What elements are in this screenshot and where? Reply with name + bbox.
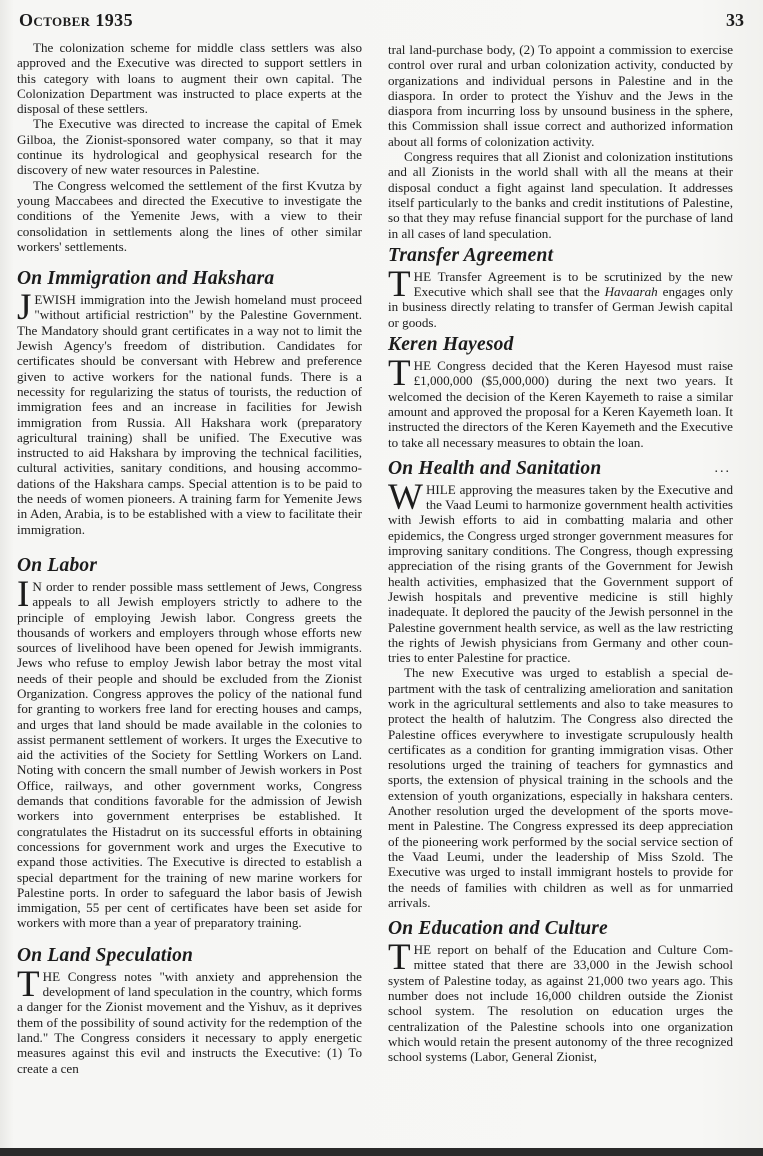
- education-text: HE report on behalf of the Education and Culture Committee stated that there are 33,000 in the Jewish school system of Palestine today, as against 21,000 two years ago. This number does not include 16,000 children outside the Zionist school system. The resolution on education urges the centralization of the Palestine schools into one organization which would retain the present autonomy of the three recognized school systems (Labor, General Zionist,: [388, 942, 733, 1065]
- dropcap-i: I: [17, 573, 30, 615]
- immigration-text: EWISH immigration into the Jewish homeland must proceed "without artificial restriction" by the Palestine Government. The Mandatory should grant certificates in a way not to limit the Jewish Agency's freedom of distribution. Candidates for certificates should be conversant with Hebrew and preference given to active workers for the national funds. There is a necessity for regularizing the status of tourists, the reduction of immigration fees and an increase in facilities for Jewish immigration from Russia. All Hakshara work (preparatory agricultural training) shall be unified. The Executive was instructed to aid Hakshara by improving the technical facilities, cultural activities, sanitary conditions, and housing accommodations of the Hakshara camps. Special attention is to be paid to the needs of women pioneers. A training farm for Yemenite Jews in Aden, Arabia, is to be established with a view to facilitate their immigration.: [17, 292, 362, 537]
- section-labor-body: [17, 573, 362, 931]
- heading-transfer-agreement: Transfer Agreement: [388, 244, 554, 266]
- havaarah-term: Havaarah: [604, 284, 658, 300]
- paragraph-colonization-scheme: The colonization scheme for middle class settlers was also approved and the Executive was directed to support settlers in this category with loans to augment their own capital. The Colonization Department was instructed to place experts at the disposal of these settlers.: [17, 40, 362, 117]
- dropcap-t: T: [388, 937, 411, 979]
- keren-hayesod-text: HE Congress decided that the Keren Hayesod must raise £1,000,000 ($5,000,000) during the next two years. It welcomed the decision of the Keren Kayemeth to raise a similar amount and approved the proposal for a Keren Kayemeth loan. It instructed the directors of the Keren Kayemeth and the Executive to take all necessary measures to obtain the loan.: [388, 358, 733, 450]
- running-header: [19, 10, 744, 34]
- paragraph-health-continued: The new Executive was urged to establish a special department with the task of centralizing amelioration and sanitation work in the agricultural settlements and also to take measures to protect the health of halutzim. The Congress also directed the Palestine offices everywhere to investigate scrupulously health certificates as a condition for granting immigration visas. Other resolutions urged the training of teachers for gymnastics and sports, the extension of physical training in the schools and the extension of youth organizations, especially in hakshara centers. Another resolution urged the development of the sports movement in Palestine. The Congress expressed its deep appreciation of the pioneering work performed by the social service section of the Vaad Leumi, under the leadership of Miss Szold. The Executive was urged to install immigrant hostels to provide for the needs of families with children as well as for unmarried arrivals.: [388, 665, 733, 910]
- left-column: [17, 40, 362, 1076]
- dropcap-t: T: [388, 263, 411, 305]
- heading-keren-hayesod: Keren Hayesod: [388, 334, 514, 356]
- heading-immigration: On Immigration and Hakshara: [17, 268, 275, 290]
- heading-health-sanitation: [388, 458, 733, 480]
- scan-edge: [0, 1148, 763, 1156]
- section-land-speculation-body: [17, 963, 362, 1076]
- section-health-body: [388, 476, 733, 666]
- dropcap-t: T: [17, 963, 40, 1005]
- section-education-body: [388, 937, 733, 1065]
- running-title: October 1935: [19, 10, 133, 30]
- dropcap-w: W: [388, 476, 423, 518]
- heading-education-culture: On Education and Culture: [388, 918, 608, 940]
- right-column: [388, 42, 733, 1065]
- heading-labor: On Labor: [17, 554, 98, 576]
- transfer-text-end: engages only in business directly relating to transfer of German Jewish capital or goods.: [388, 284, 734, 330]
- ellipsis-marker: ...: [714, 460, 731, 476]
- paragraph-land-purchase-continued: tral land-purchase body, (2) To appoint a commission to exercise control over rural and urban colonization activity, conducted by organizations and individual persons in Palestine and in the diaspora. In order to protect the Yishuv and the Jews in the diaspora from incurring loss by unsound business in the sphere, this Commission shall issue correct and authorized information about all forms of colonization activity.: [388, 42, 733, 149]
- transfer-text: HE Transfer Agreement is to be scrutinized by the new Executive which shall see that the: [413, 268, 733, 300]
- paragraph-kvutza: The Congress welcomed the settlement of the first Kvutza by young Maccabees and directed the Executive to investigate the conditions of the Yemenite Jews, with a view to their consolidation in settlements along the lines of other similar workers' settlements.: [17, 177, 362, 254]
- land-speculation-text: HE Congress notes "with anxiety and apprehension the development of land speculation in the country, which forms a danger for the Zionist movement and the Yishuv, as it deprives them of the possibility of sound activity for the redemption of the land." The Congress considers it necessary to apply energetic measures against this evil and instructs the Executive: (1) To create a cen: [17, 968, 362, 1076]
- heading-land-speculation: On Land Speculation: [17, 944, 194, 966]
- page-number: 33: [726, 10, 744, 30]
- health-heading-text: On Health and Sanitation: [388, 457, 602, 479]
- section-transfer-body: [388, 263, 734, 330]
- health-text: HILE approving the measures taken by the Executive and the Vaad Leumi to harmonize government health activities with Jewish efforts to aid in combatting malaria and other epidemics, the Congress urged stronger government measures for improving sanitary conditions. The Congress, though expressing appreciation of the rising grants of the Government for Jewish health activities, emphasized that the Government support of Jewish hospitals and preventive medicine is still highly inadequate. It deplored the paucity of the Jewish personnel in the Palestine government health service, as well as the law restricting the rights of Jewish physicians from Germany and other countries to enter Palestine for practice.: [388, 481, 733, 666]
- paragraph-emek-gilboa: The Executive was directed to increase the capital of Emek Gilboa, the Zionist-sponsored water company, so that it may continue its hydrological and geophysical research for the discovery of new water resources in Palestine.: [17, 116, 362, 178]
- dropcap-j: J: [17, 287, 32, 329]
- section-immigration-body: [17, 287, 362, 537]
- labor-text: N order to render possible mass settlement of Jews, Congress appeals to all Jewish employers strictly to adhere to the principle of employing Jewish labor. Congress greets the thousands of workers and employers through whose efforts new sources of livelihood have been opened for Jewish immigrants. Jews who refuse to employ Jewish labor betray the most vital needs of their people and should be excluded from the Zionist Organization. Congress approves the policy of the national fund for granting to workers free land for erecting houses and camps, and urges that land should be made available in the colonies to assist permanent settlement of workers. It urges the Executive to aid the activities of the Society for Settling Workers on Land. Noting with concern the small number of Jewish workers in Post Office, railways, and other government works, Congress demands that conditions favorable for the admission of Jewish workers into government enterprises be established. It congratulates the Histadrut on its successful efforts in obtaining concessions for government work and urges the Executive to expand those activities. The Executive is directed to establish a special department for the training of new marine workers for Palestine ports. In order to safeguard the labor basis of Jewish immigation, 55 per cent of certificates have been set aside for workers with more than a year of preparatory training.: [17, 578, 362, 931]
- paragraph-fight-speculation: Congress requires that all Zionist and colonization institutions and all Zionists in the world shall with all the means at their disposal conduct a fight against land speculation. It addresses itself particularly to the banks and credit institutions of Palestine, so that they may refuse financial support for the purchase of land in all cases of land speculation.: [388, 149, 733, 241]
- section-keren-hayesod-body: [388, 353, 733, 450]
- dropcap-t: T: [388, 353, 411, 395]
